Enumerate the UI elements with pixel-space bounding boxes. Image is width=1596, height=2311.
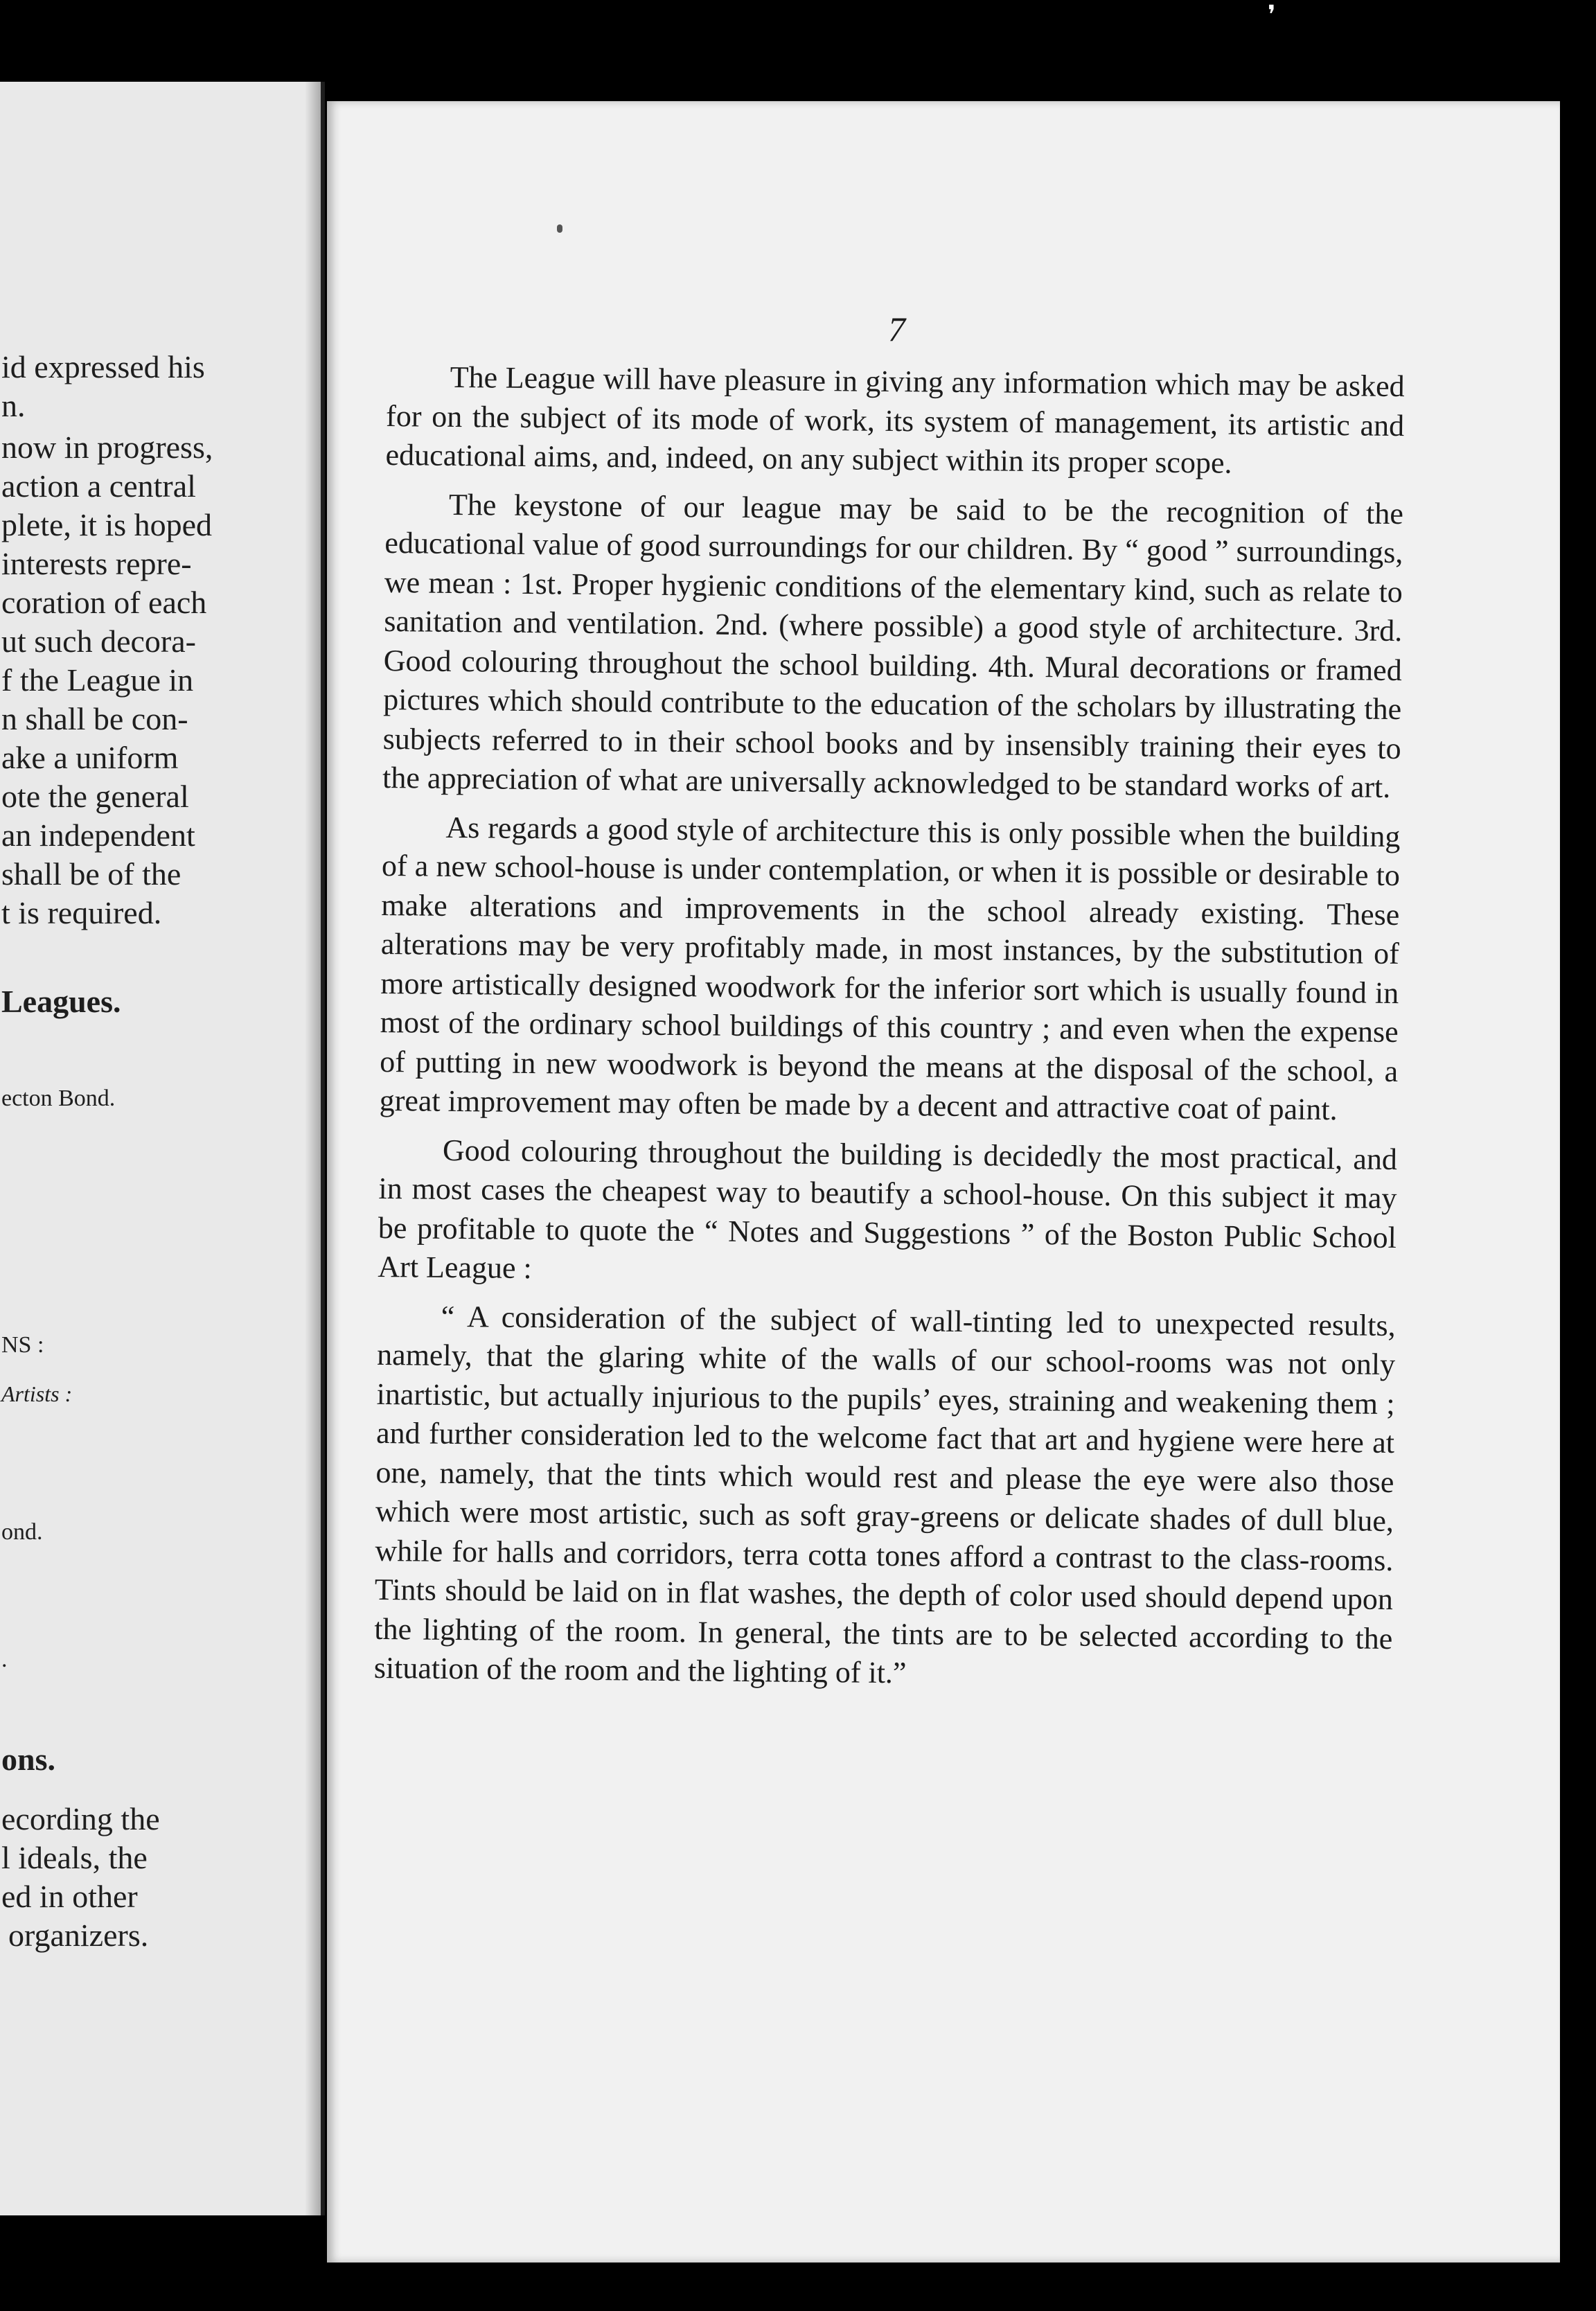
left-line: shall be of the	[1, 856, 181, 892]
left-line: interests repre-	[1, 546, 192, 581]
left-line: coration of each	[1, 585, 207, 620]
paragraph: The keystone of our league may be said to be the recognition of the educational value of good surroundings for our children. By “ good ” surroundings, we mean : 1st. Proper hygienic conditions of the elementary kind, such as relate to sanitation and ventilation. 2nd. (where possible) a good style of architecture. 3rd. Good colouring throughout the school building. 4th. Mural decorations or framed pictures which should contribute to the education of the scholars by illustrating the subjects referred to in their school books and by insensibly training their eyes to the appreciation of what are universally acknowledged to be standard works of art.	[382, 487, 1404, 804]
left-line: ake a uniform	[1, 740, 179, 775]
quoted-paragraph: “ A consideration of the subject of wall-tinting led to unexpected results, namely, that the glaring white of the walls of our school-rooms was not only inartistic, but actually injurious to the pupils’ eyes, straining and weakening them ; and further consideration led to the welcome fact that art and hygiene were here at one, namely, that the tints which would rest and please the eye were also those which were most artistic, such as soft gray-greens or delicate shades of dull blue, while for halls and corridors, terra cotta tones afford a contrast to the class-rooms. Tints should be laid on in flat washes, the depth of color used should depend upon the lighting of the room. In general, the tints are to be selected according to the situation of the room and the lighting of it.”	[373, 1299, 1396, 1690]
left-line: organizers.	[8, 1918, 149, 1953]
left-line: ed in other	[1, 1879, 138, 1914]
left-line: ond.	[1, 1519, 43, 1545]
left-line: plete, it is hoped	[1, 507, 213, 542]
main-page	[327, 101, 1560, 2263]
left-heading: Leagues.	[1, 984, 121, 1019]
paragraph: As regards a good style of architecture this is only possible when the building of a new school-house is under contemplation, or when it is possible or desirable to make alterations and improvements in the school already existing. These alterations may be very profitably made, in most instances, by the substitution of more artistically designed woodwork for the inferior sort which is usually found in most of the ordinary school buildings of this country ; and even when the expense of putting in new woodwork is beyond the means at the disposal of the school, a great improvement may often be made by a decent and attractive coat of paint.	[379, 810, 1401, 1127]
left-line: f the League in	[1, 662, 194, 698]
left-line: l ideals, the	[1, 1840, 148, 1875]
page-number: 7	[888, 310, 905, 348]
paragraph: Good colouring throughout the building is decidedly the most practical, and in most cases the cheapest way to beautify a school-house. On this subject it may be profitable to quote the “ Notes and Suggestions ” of the Boston Public School Art League :	[378, 1133, 1398, 1286]
left-line: ut such decora-	[1, 623, 196, 659]
left-line: NS :	[1, 1332, 44, 1358]
body-text	[373, 357, 1405, 1708]
left-line: .	[1, 1647, 8, 1672]
left-line: ecton Bond.	[1, 1086, 116, 1111]
left-line: n shall be con-	[1, 701, 188, 736]
left-line: n.	[1, 388, 26, 423]
left-line: action a central	[1, 468, 196, 504]
left-line: id expressed his	[1, 349, 205, 384]
left-line: ecording the	[1, 1801, 160, 1836]
left-line: an independent	[1, 817, 195, 853]
left-line: t is required.	[1, 895, 162, 930]
left-page-fragment	[0, 82, 325, 2215]
scan-mark: ❜	[1268, 1, 1276, 28]
paragraph: The League will have pleasure in giving any information which may be asked for on the subject of its mode of work, its system of management, its artistic and educational aims, and, indeed, on any subject within its proper scope.	[385, 360, 1405, 480]
left-line: now in progress,	[1, 430, 213, 465]
gutter-shadow	[305, 82, 326, 2215]
left-heading: ons.	[1, 1742, 55, 1777]
left-line: ote the general	[1, 779, 189, 814]
left-line: Artists :	[1, 1381, 73, 1406]
paper-speck	[557, 224, 562, 233]
